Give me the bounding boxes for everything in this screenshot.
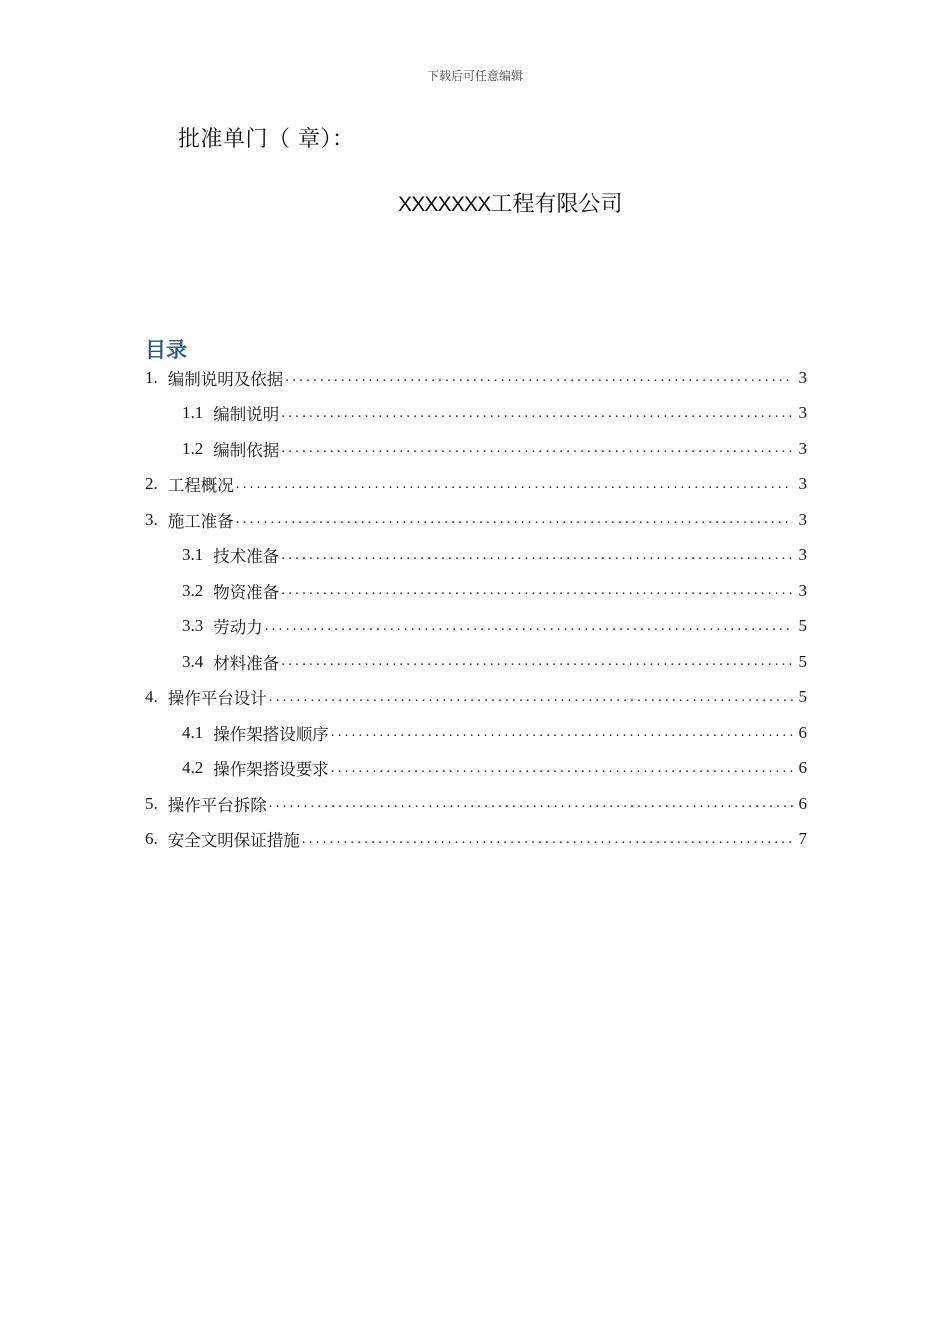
toc-entry[interactable]	[145, 644, 807, 680]
toc-title: 目录	[145, 338, 187, 362]
header-note: 下载后可任意编辑	[426, 69, 523, 83]
toc-entry-label: 操作架搭设顺序	[213, 724, 329, 744]
toc-entry-page: 6	[798, 793, 807, 813]
toc-leader-dots	[281, 405, 793, 422]
toc-entry[interactable]	[145, 715, 807, 751]
toc-entry-label: 操作平台拆除	[167, 795, 267, 815]
toc-entry[interactable]	[145, 431, 807, 467]
toc-entry[interactable]	[145, 467, 807, 503]
toc-leader-dots	[331, 724, 793, 741]
toc-entry-number: 4.2	[182, 758, 204, 778]
toc-entry[interactable]	[145, 680, 807, 716]
toc-entry-label: 编制依据	[213, 440, 280, 460]
toc-entry-number: 3.	[145, 509, 158, 529]
toc-leader-dots	[331, 760, 793, 777]
toc-entry-number: 4.1	[182, 722, 204, 742]
toc-leader-dots	[281, 440, 793, 457]
toc-leader-dots	[269, 795, 793, 812]
toc-entry-page: 5	[798, 616, 807, 636]
toc-entry[interactable]	[145, 609, 807, 645]
table-of-contents	[145, 360, 807, 857]
toc-entry-number: 3.4	[182, 651, 204, 671]
toc-entry[interactable]	[145, 573, 807, 609]
toc-leader-dots	[236, 476, 793, 493]
toc-entry[interactable]	[145, 751, 807, 787]
toc-entry-number: 1.1	[182, 403, 204, 423]
toc-entry[interactable]	[145, 502, 807, 538]
toc-entry-label: 编制说明	[213, 405, 280, 425]
toc-entry-number: 4.	[145, 687, 158, 707]
toc-entry-page: 6	[798, 758, 807, 778]
toc-entry-label: 编制说明及依据	[167, 369, 284, 389]
toc-entry-number: 3.3	[182, 616, 204, 636]
company-name-suffix: 工程有限公司	[490, 192, 623, 217]
toc-entry-page: 3	[798, 403, 807, 423]
toc-entry-page: 6	[798, 722, 807, 742]
toc-entry-page: 3	[798, 509, 807, 529]
toc-entry[interactable]	[145, 360, 807, 396]
company-name	[398, 187, 622, 218]
toc-entry-number: 6.	[145, 829, 158, 849]
toc-entry[interactable]	[145, 822, 807, 858]
toc-entry-label: 劳动力	[213, 618, 263, 638]
toc-entry-number: 2.	[145, 474, 158, 494]
toc-entry-label: 物资准备	[213, 582, 280, 602]
toc-leader-dots	[285, 369, 793, 386]
toc-entry-label: 工程概况	[167, 476, 234, 496]
toc-entry-label: 操作平台设计	[167, 689, 267, 709]
toc-entry-number: 5.	[145, 793, 158, 813]
toc-entry-page: 3	[798, 474, 807, 494]
toc-leader-dots	[281, 582, 793, 599]
toc-entry[interactable]	[145, 396, 807, 432]
toc-entry-label: 安全文明保证措施	[167, 831, 300, 851]
company-name-placeholder: XXXXXXX	[398, 193, 491, 216]
approval-unit-label: 批准单门（ 章）：	[178, 127, 355, 152]
toc-leader-dots	[265, 618, 793, 635]
toc-entry-label: 操作架搭设要求	[213, 760, 329, 780]
toc-entry-page: 3	[798, 545, 807, 565]
toc-entry-number: 3.2	[182, 580, 204, 600]
toc-leader-dots	[269, 689, 793, 706]
toc-entry-page: 3	[798, 367, 807, 387]
toc-leader-dots	[281, 653, 793, 670]
toc-leader-dots	[281, 547, 793, 564]
toc-entry-page: 3	[798, 580, 807, 600]
toc-entry-number: 1.	[145, 367, 158, 387]
toc-entry-page: 5	[798, 687, 807, 707]
toc-entry[interactable]	[145, 538, 807, 574]
toc-entry-page: 5	[798, 651, 807, 671]
toc-entry-label: 施工准备	[167, 511, 234, 531]
toc-entry[interactable]	[145, 786, 807, 822]
toc-leader-dots	[302, 831, 793, 848]
toc-entry-number: 3.1	[182, 545, 204, 565]
toc-entry-label: 技术准备	[213, 547, 280, 567]
toc-entry-label: 材料准备	[213, 653, 280, 673]
toc-leader-dots	[236, 511, 793, 528]
toc-entry-number: 1.2	[182, 438, 204, 458]
toc-entry-page: 3	[798, 438, 807, 458]
toc-entry-page: 7	[798, 829, 807, 849]
